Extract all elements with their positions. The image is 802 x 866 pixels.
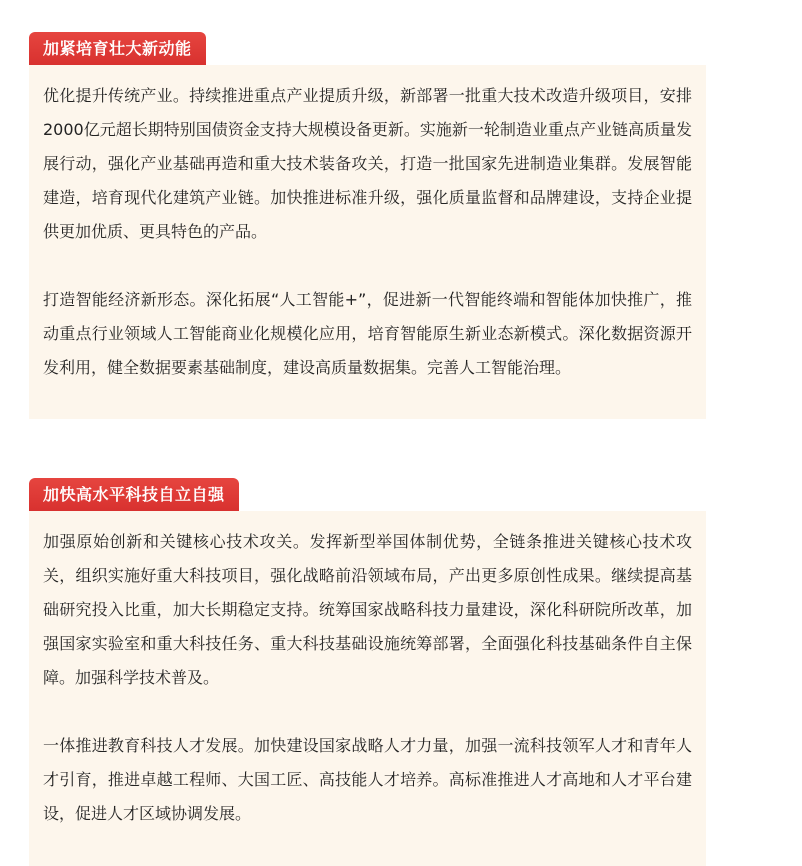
section-content-box [29, 65, 706, 419]
section-new-momentum [29, 32, 706, 419]
paragraph: 优化提升传统产业。持续推进重点产业提质升级，新部署一批重大技术改造升级项目，安排2000亿元超长期特别国债资金支持大规模设备更新。实施新一轮制造业重点产业链高质量发展行动，强化产业基础再造和重大技术装备攻关，打造一批国家先进制造业集群。发展智能建造，培育现代化建筑产业链。加快推进标准升级，强化质量监督和品牌建设，支持企业提供更加优质、更具特色的产品。 [43, 86, 692, 241]
section-content-box [29, 511, 706, 866]
section-title: 加紧培育壮大新动能 [29, 32, 206, 65]
paragraph: 加强原始创新和关键核心技术攻关。发挥新型举国体制优势，全链条推进关键核心技术攻关，组织实施好重大科技项目，强化战略前沿领域布局，产出更多原创性成果。继续提高基础研究投入比重，加大长期稳定支持。统筹国家战略科技力量建设，深化科研院所改革，加强国家实验室和重大科技任务、重大科技基础设施统筹部署，全面强化科技基础条件自主保障。加强科学技术普及。 [43, 532, 692, 687]
paragraph: 一体推进教育科技人才发展。加快建设国家战略人才力量，加强一流科技领军人才和青年人才引育，推进卓越工程师、大国工匠、高技能人才培养。高标准推进人才高地和人才平台建设，促进人才区域协调发展。 [43, 736, 692, 823]
paragraph: 打造智能经济新形态。深化拓展“人工智能+”，促进新一代智能终端和智能体加快推广，推动重点行业领域人工智能商业化规模化应用，培育智能原生新业态新模式。深化数据资源开发利用，健全数据要素基础制度，建设高质量数据集。完善人工智能治理。 [43, 290, 692, 377]
section-title: 加快高水平科技自立自强 [29, 478, 239, 511]
section-tech-self-reliance [29, 478, 706, 866]
